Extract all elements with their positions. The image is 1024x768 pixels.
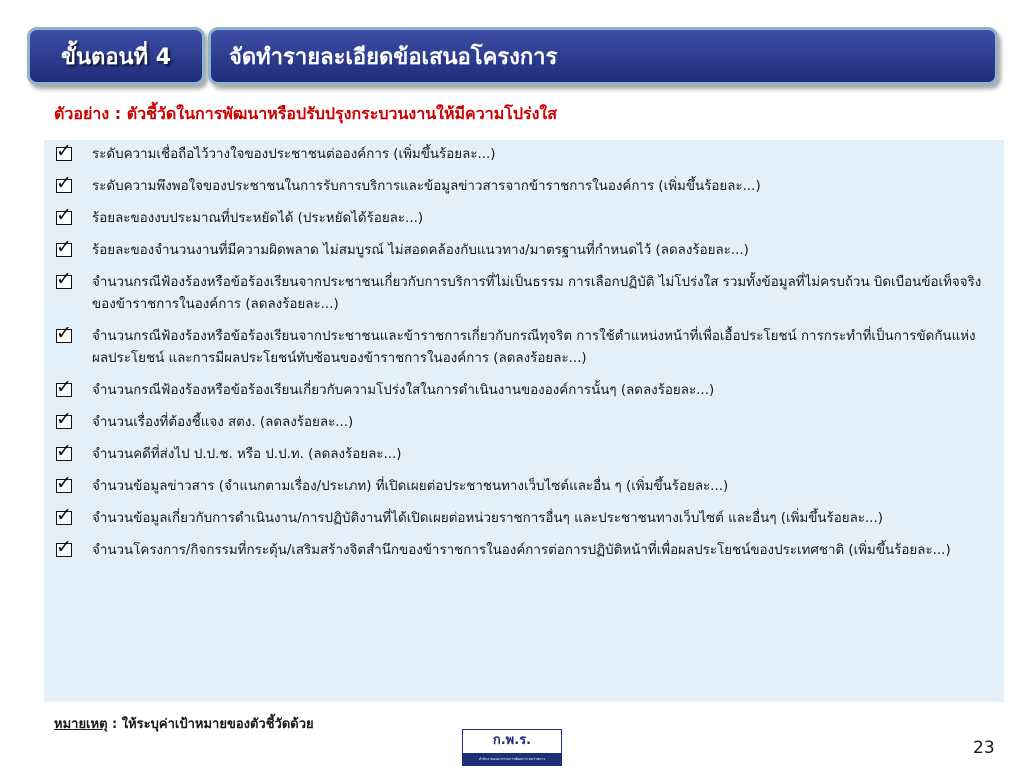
indicator-list xyxy=(44,140,1004,702)
checked-box-icon xyxy=(56,275,72,289)
checked-box-icon xyxy=(56,383,72,397)
list-item xyxy=(56,540,986,562)
example-subtitle: ตัวอย่าง : ตัวชี้วัดในการพัฒนาหรือปรับปรุงกระบวนงานให้มีความโปร่งใส xyxy=(54,104,558,123)
list-item-text: ร้อยละของจำนวนงานที่มีความผิดพลาด ไม่สมบูรณ์ ไม่สอดคล้องกับแนวทาง/มาตรฐานที่กำหนดไว้ (ลดลงร้อยละ...) xyxy=(92,243,749,258)
list-item xyxy=(56,176,986,198)
list-item xyxy=(56,476,986,498)
checked-box-icon xyxy=(56,243,72,257)
footnote xyxy=(54,713,314,734)
checked-box-icon xyxy=(56,479,72,493)
list-item-text: จำนวนข้อมูลข่าวสาร (จำแนกตามเรื่อง/ประเภท) ที่เปิดเผยต่อประชาชนทางเว็บไซต์และอื่น ๆ (เพิ่มขึ้นร้อยละ...) xyxy=(92,479,729,494)
list-item-text: จำนวนข้อมูลเกี่ยวกับการดำเนินงาน/การปฏิบัติงานที่ได้เปิดเผยต่อหน่วยราชการอื่นๆ และประชาชนทางเว็บไซต์ และอื่นๆ (เพิ่มขึ้นร้อยละ...) xyxy=(92,511,884,526)
logo-subtext: สำนักงานคณะกรรมการพัฒนาระบบราชการ xyxy=(478,757,546,761)
list-item-text: จำนวนคดีที่ส่งไป ป.ป.ช. หรือ ป.ป.ท. (ลดลงร้อยละ...) xyxy=(92,447,402,462)
footnote-text: : ให้ระบุค่าเป้าหมายของตัวชี้วัดด้วย xyxy=(107,717,314,732)
step-label-box xyxy=(27,27,205,85)
list-item-text: จำนวนกรณีฟ้องร้องหรือข้อร้องเรียนจากประชาชนเกี่ยวกับการบริการที่ไม่เป็นธรรม การเลือกปฏิบัติ ไม่โปร่งใส รวมทั้งข้อมูลที่ไม่ครบถ้วน บิดเบือนข้อเท็จจริงของข้าราชการในองค์การ (ลดลงร้อยละ...) xyxy=(92,275,982,312)
list-item-text: จำนวนกรณีฟ้องร้องหรือข้อร้องเรียนเกี่ยวกับความโปร่งใสในการดำเนินงานขององค์การนั้นๆ (ลดลงร้อยละ...) xyxy=(92,383,715,398)
checked-box-icon xyxy=(56,179,72,193)
list-item xyxy=(56,380,986,402)
page-number: 23 xyxy=(973,738,995,758)
checked-box-icon xyxy=(56,511,72,525)
checked-box-icon xyxy=(56,543,72,557)
step-label: ขั้นตอนที่ 4 xyxy=(60,44,172,70)
list-item xyxy=(56,326,986,370)
logo-band xyxy=(463,753,561,765)
checked-box-icon xyxy=(56,415,72,429)
list-item xyxy=(56,272,986,316)
list-item xyxy=(56,208,986,230)
opdc-logo xyxy=(462,729,562,766)
list-item xyxy=(56,508,986,530)
list-item-text: จำนวนกรณีฟ้องร้องหรือข้อร้องเรียนจากประชาชนและข้าราชการเกี่ยวกับกรณีทุจริต การใช้ตำแหน่งหน้าที่เพื่อเอื้อประโยชน์ การกระทำที่เป็นการขัดกันแห่งผลประโยชน์ และการมีผลประโยชน์ทับซ้อนของข้าราชการในองค์การ (ลดลงร้อยละ...) xyxy=(92,329,976,366)
checked-box-icon xyxy=(56,211,72,225)
list-item-text: จำนวนเรื่องที่ต้องชี้แจง สตง. (ลดลงร้อยละ...) xyxy=(92,415,354,430)
footnote-label: หมายเหตุ xyxy=(54,717,108,732)
checked-box-icon xyxy=(56,329,72,343)
checked-box-icon xyxy=(56,447,72,461)
checked-box-icon xyxy=(56,147,72,161)
slide-title-box xyxy=(208,27,998,85)
list-item-text: ระดับความเชื่อถือไว้วางใจของประชาชนต่อองค์การ (เพิ่มขึ้นร้อยละ...) xyxy=(92,147,496,162)
list-item xyxy=(56,144,986,166)
list-item xyxy=(56,240,986,262)
slide-title: จัดทำรายละเอียดข้อเสนอโครงการ xyxy=(229,44,558,70)
logo-text: ก.พ.ร. xyxy=(492,733,532,748)
list-item xyxy=(56,444,986,466)
list-item-text: ร้อยละของงบประมาณที่ประหยัดได้ (ประหยัดได้ร้อยละ...) xyxy=(92,211,424,226)
list-item-text: ระดับความพึงพอใจของประชาชนในการรับการบริการและข้อมูลข่าวสารจากข้าราชการในองค์การ (เพิ่มขึ้นร้อยละ...) xyxy=(92,179,761,194)
list-item xyxy=(56,412,986,434)
list-item-text: จำนวนโครงการ/กิจกรรมที่กระตุ้น/เสริมสร้างจิตสำนึกของข้าราชการในองค์การต่อการปฏิบัติหน้าที่เพื่อผลประโยชน์ของประเทศชาติ (เพิ่มขึ้นร้อยละ...) xyxy=(92,543,951,558)
